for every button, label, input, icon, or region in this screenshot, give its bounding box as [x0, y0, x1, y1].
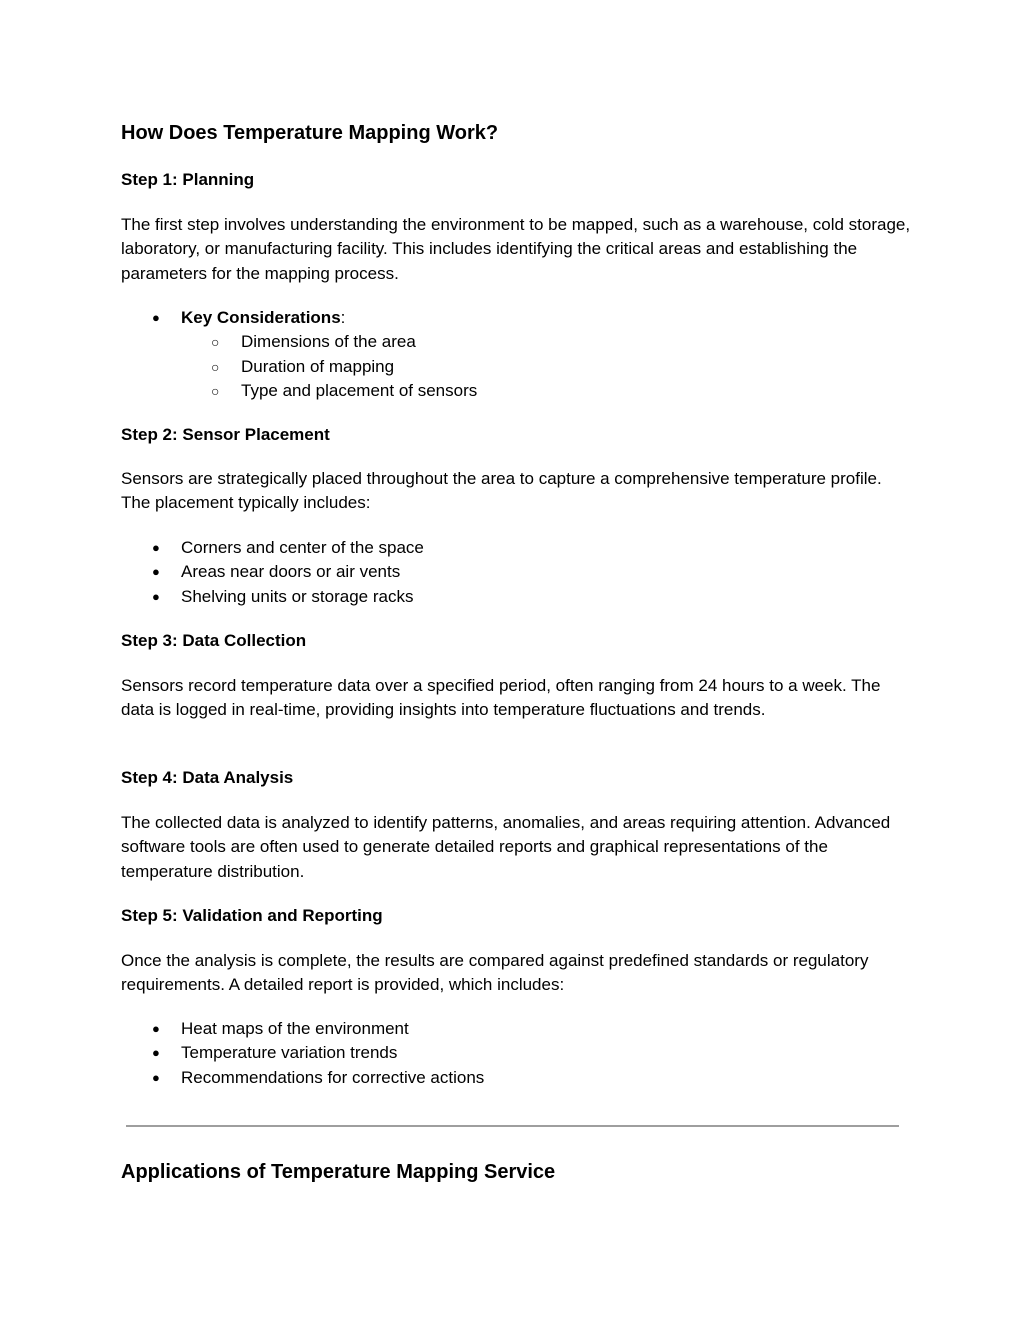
list-item: ● Shelving units or storage racks	[121, 585, 424, 609]
step-1-paragraph: The first step involves understanding the environment to be mapped, such as a warehouse, cold storage, laboratory, or manufacturing facility. This includes identifying the critical areas and establishing the parameters for the mapping process.	[121, 215, 911, 283]
bullet-icon: ●	[152, 1069, 160, 1085]
step-3-heading: Step 3: Data Collection	[121, 631, 307, 650]
list-item: ● Heat maps of the environment	[121, 1017, 484, 1041]
bullet-icon: ●	[152, 564, 160, 580]
list-item: ● Areas near doors or air vents	[121, 560, 424, 584]
bullet-icon: ●	[152, 588, 160, 604]
list-item: ● Corners and center of the space	[121, 536, 424, 560]
bullet-icon: ●	[152, 310, 160, 325]
step-3-paragraph: Sensors record temperature data over a specified period, often ranging from 24 hours to a week. The data is logged in real-time, providing insights into temperature fluctuations and trends.	[121, 676, 881, 720]
step-1-heading: Step 1: Planning	[121, 170, 255, 189]
bullet-icon: ●	[152, 540, 160, 555]
sub-list-item: ○ Duration of mapping	[181, 355, 477, 379]
section-heading: How Does Temperature Mapping Work?	[121, 122, 499, 144]
step-1-list	[121, 306, 477, 403]
ring-bullet-icon: ○	[211, 382, 220, 399]
list-item: ● Temperature variation trends	[121, 1041, 484, 1065]
sub-list-item: ○ Type and placement of sensors	[181, 379, 477, 403]
next-section-heading: Applications of Temperature Mapping Service	[121, 1161, 556, 1183]
step-4-paragraph: The collected data is analyzed to identify patterns, anomalies, and areas requiring attention. Advanced software tools are often used to generate detailed reports and graphical representations of the temperature distribution.	[121, 813, 891, 881]
step-4-heading: Step 4: Data Analysis	[121, 768, 294, 787]
step-2-heading: Step 2: Sensor Placement	[121, 425, 330, 444]
step-1-sublist	[181, 330, 477, 403]
list-item: ● Recommendations for corrective actions	[121, 1066, 484, 1090]
ring-bullet-icon: ○	[211, 334, 220, 351]
horizontal-divider	[126, 1125, 899, 1127]
key-considerations-colon: :	[340, 308, 346, 327]
step-5-heading: Step 5: Validation and Reporting	[121, 906, 383, 925]
step-5-list	[121, 1017, 484, 1090]
step-2-list	[121, 536, 424, 609]
bullet-icon: ●	[152, 1045, 160, 1061]
ring-bullet-icon: ○	[211, 358, 220, 375]
bullet-icon: ●	[152, 1021, 160, 1036]
sub-list-item: ○ Dimensions of the area	[181, 330, 477, 354]
step-5-paragraph: Once the analysis is complete, the results are compared against predefined standards or regulatory requirements. A detailed report is provided, which includes:	[121, 951, 869, 995]
key-considerations-label: Key Considerations	[181, 308, 341, 327]
step-2-paragraph: Sensors are strategically placed throughout the area to capture a comprehensive temperature profile. The placement typically includes:	[121, 469, 882, 513]
list-item	[121, 306, 477, 403]
